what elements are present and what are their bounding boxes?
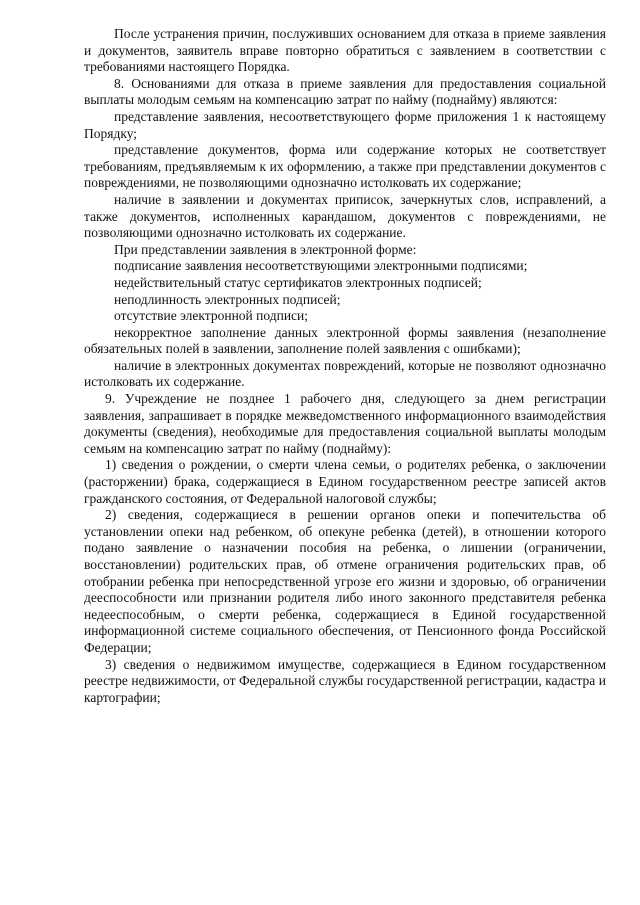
paragraph-e-no-signature: отсутствие электронной подписи; [114, 308, 309, 324]
paragraph-e-incorrect-fill: некорректное заполнение данных электронной формы заявления (незаполнение обязательных полей в заявлении, заполнение полей заявления с ошибками); [84, 324, 606, 357]
paragraph-9-item-3: 3) сведения о недвижимом имуществе, содержащиеся в Едином государственном реестре недвижимости, от Федеральной службы государственной регистрации, кадастра и картографии; [84, 656, 606, 705]
paragraph-electronic-form: При представлении заявления в электронной форме: [114, 241, 417, 257]
paragraph-e-damaged-documents: наличие в электронных документах повреждений, которые не позволяют однозначно истолковать их содержание. [84, 357, 606, 390]
paragraph-8-refusal-grounds: 8. Основаниями для отказа в приеме заявления для предоставления социальной выплаты молодым семьям на компенсацию затрат по найму (поднайму) являются: [84, 75, 606, 108]
paragraph-e-certificate-status: недействительный статус сертификатов электронных подписей; [114, 274, 482, 290]
paragraph-9-requests: 9. Учреждение не позднее 1 рабочего дня, следующего за днем регистрации заявления, запрашивает в порядке межведомственного информационного взаимодействия документы (сведения), необходимые для предоставления социальной выплаты молодым семьям на компенсацию затрат по найму (поднайму): [84, 391, 606, 456]
paragraph-9-item-1: 1) сведения о рождении, о смерти члена семьи, о родителях ребенка, о заключении (расторжении) брака, содержащиеся в Едином государственном реестре записей актов гражданского состояния, от Федеральной налоговой службы; [84, 457, 606, 506]
paragraph-8-form-mismatch: представление заявления, несоответствующего форме приложения 1 к настоящему Порядку; [84, 108, 606, 141]
document-body [84, 26, 606, 706]
paragraph-8-documents-mismatch: представление документов, форма или содержание которых не соответствует требованиям, предъявляемым к их оформлению, а также при представлении документов с повреждениями, не позволяющими однозначно истолковать их содержание; [84, 142, 606, 191]
paragraph-e-signature-authenticity: неподлинность электронных подписей; [114, 291, 341, 307]
paragraph-9-item-2: 2) сведения, содержащиеся в решении органов опеки и попечительства об установлении опеки над ребенком, об опекуне ребенка (детей), в отношении которого подано заявление о назначении пособия на ребенка, о лишении (ограничении, восстановлении) родительских прав, об отмене ограничения родительских прав, об отобрании ребенка при непосредственной угрозе его жизни и здоровью, об ограничении дееспособности или признании родителя либо иного законного представителя ребенка недееспособным, о смерти ребенка, содержащиеся в Единой государственной информационной системе социального обеспечения, от Пенсионного фонда Российской Федерации; [84, 507, 606, 655]
paragraph-resubmission: После устранения причин, послуживших основанием для отказа в приеме заявления и документов, заявитель вправе повторно обратиться с заявлением в соответствии с требованиями настоящего Порядка. [84, 26, 606, 75]
paragraph-8-corrections: наличие в заявлении и документах приписок, зачеркнутых слов, исправлений, а также документов, исполненных карандашом, документов с повреждениями, не позволяющими однозначно истолковать их содержание. [84, 191, 606, 241]
paragraph-e-signature-mismatch: подписание заявления несоответствующими электронными подписями; [114, 258, 528, 274]
